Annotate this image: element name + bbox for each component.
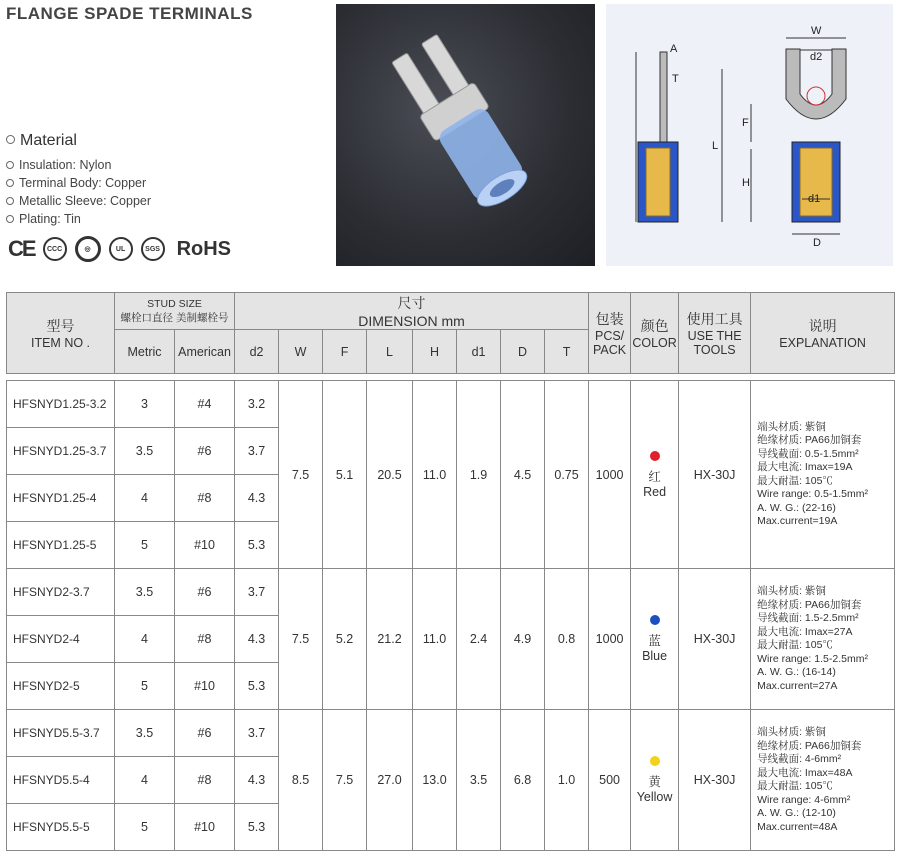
color-cell — [631, 710, 679, 851]
bullet-icon — [6, 161, 14, 169]
bullet-icon — [6, 197, 14, 205]
american-cell: #10 — [175, 804, 235, 851]
color-cell — [631, 381, 679, 569]
dimension-header: 尺寸 DIMENSION mm — [235, 293, 589, 330]
pcs-cell: 1000 — [589, 569, 631, 710]
color-name-cn: 蓝 — [648, 634, 661, 648]
explanation-header: 说明 EXPLANATION — [751, 293, 895, 374]
color-name-en: Blue — [642, 649, 668, 663]
d2-cell: 3.7 — [235, 428, 279, 475]
h-header: H — [413, 330, 457, 374]
explanation-line: Max.current=19A — [757, 515, 838, 527]
d2-cell: 4.3 — [235, 757, 279, 804]
explanation-line: Max.current=48A — [757, 820, 838, 833]
item-no-cell: HFSNYD5.5-4 — [7, 757, 115, 804]
american-cell: #6 — [175, 428, 235, 475]
rohs-logo: RoHS — [176, 237, 232, 260]
material-row: Metallic Sleeve: Copper — [6, 192, 151, 210]
tools-header: 使用工具 USE THE TOOLS — [679, 293, 751, 374]
d2-cell: 5.3 — [235, 522, 279, 569]
bullet-icon — [6, 179, 14, 187]
t-header: T — [545, 330, 589, 374]
table-row — [7, 710, 895, 757]
product-photo — [336, 4, 595, 266]
material-row: Insulation: Nylon — [6, 156, 151, 174]
metric-cell: 3.5 — [115, 569, 175, 616]
explanation-line: Wire range: 1.5-2.5mm² — [757, 652, 868, 665]
d-cell: 6.8 — [501, 710, 545, 851]
explanation-line: 导线截面: 4-6mm² — [757, 753, 842, 765]
d2-cell: 5.3 — [235, 804, 279, 851]
svg-text:A: A — [670, 43, 678, 55]
w-header: W — [279, 330, 323, 374]
american-cell: #10 — [175, 663, 235, 710]
metric-cell: 3.5 — [115, 428, 175, 475]
ccc-icon: CCC — [43, 237, 67, 261]
color-dot-icon — [650, 451, 660, 461]
t-cell: 1.0 — [545, 710, 589, 851]
explanation-cell — [751, 381, 895, 569]
item-no-cell: HFSNYD5.5-3.7 — [7, 710, 115, 757]
explanation-line: 端头材质: 紫铜 — [757, 585, 826, 597]
explanation-line: 端头材质: 紫铜 — [757, 726, 826, 738]
l-header: L — [367, 330, 413, 374]
explanation-line: 导线截面: 0.5-1.5mm² — [757, 447, 859, 460]
explanation-line: 最大耐温: 105℃ — [757, 639, 833, 651]
ce-mark-icon: CE — [8, 236, 35, 261]
d-cell: 4.9 — [501, 569, 545, 710]
explanation-line: 导线截面: 1.5-2.5mm² — [757, 612, 859, 624]
explanation-line: 最大耐温: 105℃ — [757, 474, 833, 487]
t-cell: 0.8 — [545, 569, 589, 710]
table-row — [7, 569, 895, 616]
d1-cell: 3.5 — [457, 710, 501, 851]
metric-cell: 4 — [115, 757, 175, 804]
l-cell: 27.0 — [367, 710, 413, 851]
item-no-cell: HFSNYD2-3.7 — [7, 569, 115, 616]
t-cell: 0.75 — [545, 381, 589, 569]
bullet-icon — [6, 215, 14, 223]
american-cell: #10 — [175, 522, 235, 569]
color-cell — [631, 569, 679, 710]
item-no-cell: HFSNYD1.25-4 — [7, 475, 115, 522]
material-row: Plating: Tin — [6, 210, 151, 228]
l-cell: 21.2 — [367, 569, 413, 710]
explanation-cell — [751, 710, 895, 851]
page-title: FLANGE SPADE TERMINALS — [6, 4, 253, 23]
pcs-cell: 1000 — [589, 381, 631, 569]
svg-text:d1: d1 — [808, 193, 821, 205]
d2-cell: 4.3 — [235, 475, 279, 522]
color-name-en: Red — [643, 484, 667, 499]
ul-cert-icon: UL — [109, 237, 133, 261]
american-header: American — [175, 330, 235, 374]
h-cell: 13.0 — [413, 710, 457, 851]
metric-cell: 5 — [115, 663, 175, 710]
svg-text:W: W — [811, 25, 822, 37]
f-cell: 5.1 — [323, 381, 367, 569]
table-row — [7, 381, 895, 428]
american-cell: #8 — [175, 616, 235, 663]
certification-logos — [8, 236, 231, 262]
american-cell: #6 — [175, 569, 235, 616]
explanation-line: 最大电流: Imax=19A — [757, 461, 853, 473]
item-no-cell: HFSNYD5.5-5 — [7, 804, 115, 851]
d-cell: 4.5 — [501, 381, 545, 569]
item-no-cell: HFSNYD1.25-3.7 — [7, 428, 115, 475]
d2-header: d2 — [235, 330, 279, 374]
spec-table — [6, 292, 895, 851]
svg-text:T: T — [672, 73, 679, 85]
tool-cell: HX-30J — [679, 381, 751, 569]
metric-header: Metric — [115, 330, 175, 374]
color-name-cn: 红 — [648, 469, 661, 484]
d2-cell: 3.7 — [235, 569, 279, 616]
sgs-cert-icon: SGS — [141, 237, 165, 261]
color-header: 颜色 COLOR — [631, 293, 679, 374]
d1-header: d1 — [457, 330, 501, 374]
explanation-line: 端头材质: 紫铜 — [757, 420, 826, 433]
color-name-cn: 黄 — [648, 775, 661, 789]
explanation-line: A. W. G.: (12-10) — [757, 807, 836, 819]
bullet-icon — [6, 135, 15, 144]
metric-cell: 4 — [115, 616, 175, 663]
metric-cell: 5 — [115, 522, 175, 569]
svg-text:L: L — [712, 140, 719, 152]
tool-cell: HX-30J — [679, 710, 751, 851]
f-cell: 7.5 — [323, 710, 367, 851]
d-header: D — [501, 330, 545, 374]
d2-cell: 3.2 — [235, 381, 279, 428]
h-cell: 11.0 — [413, 381, 457, 569]
explanation-line: 绝缘材质: PA66加铜套 — [757, 598, 862, 611]
item-no-header: 型号 ITEM NO . — [7, 293, 115, 374]
american-cell: #4 — [175, 381, 235, 428]
f-cell: 5.2 — [323, 569, 367, 710]
color-name-en: Yellow — [636, 790, 673, 804]
h-cell: 11.0 — [413, 569, 457, 710]
explanation-line: 最大电流: Imax=27A — [757, 625, 853, 638]
d1-cell: 2.4 — [457, 569, 501, 710]
metric-cell: 4 — [115, 475, 175, 522]
d2-cell: 3.7 — [235, 710, 279, 757]
explanation-line: A. W. G.: (22-16) — [757, 501, 836, 514]
w-cell: 7.5 — [279, 569, 323, 710]
material-row: Terminal Body: Copper — [6, 174, 151, 192]
explanation-line: 绝缘材质: PA66加铜套 — [757, 434, 862, 446]
color-dot-icon — [650, 756, 660, 766]
dimension-drawing — [606, 4, 893, 266]
tool-cell: HX-30J — [679, 569, 751, 710]
item-no-cell: HFSNYD1.25-5 — [7, 522, 115, 569]
explanation-cell — [751, 569, 895, 710]
explanation-line: Wire range: 4-6mm² — [757, 793, 851, 806]
svg-text:d2: d2 — [810, 51, 823, 63]
w-cell: 7.5 — [279, 381, 323, 569]
explanation-line: 最大电流: Imax=48A — [757, 766, 853, 779]
item-no-cell: HFSNYD1.25-3.2 — [7, 381, 115, 428]
explanation-line: 绝缘材质: PA66加铜套 — [757, 739, 862, 752]
stud-size-header: STUD SIZE 螺栓口直径 美制螺栓号 — [115, 293, 235, 330]
d1-cell: 1.9 — [457, 381, 501, 569]
explanation-line: Max.current=27A — [757, 679, 838, 692]
explanation-line: Wire range: 0.5-1.5mm² — [757, 488, 868, 500]
american-cell: #8 — [175, 757, 235, 804]
pcs-pack-header: 包装 PCS/ PACK — [589, 293, 631, 374]
material-heading: Material — [6, 132, 151, 150]
explanation-line: A. W. G.: (16-14) — [757, 666, 836, 678]
iso-cert-icon: ◎ — [75, 236, 101, 262]
d2-cell: 5.3 — [235, 663, 279, 710]
explanation-line: 最大耐温: 105℃ — [757, 780, 833, 792]
metric-cell: 3.5 — [115, 710, 175, 757]
american-cell: #8 — [175, 475, 235, 522]
american-cell: #6 — [175, 710, 235, 757]
l-cell: 20.5 — [367, 381, 413, 569]
w-cell: 8.5 — [279, 710, 323, 851]
metric-cell: 5 — [115, 804, 175, 851]
item-no-cell: HFSNYD2-4 — [7, 616, 115, 663]
svg-text:D: D — [813, 237, 821, 249]
color-dot-icon — [650, 615, 660, 625]
d2-cell: 4.3 — [235, 616, 279, 663]
pcs-cell: 500 — [589, 710, 631, 851]
f-header: F — [323, 330, 367, 374]
svg-text:F: F — [742, 117, 749, 129]
material-list — [6, 132, 151, 228]
metric-cell: 3 — [115, 381, 175, 428]
svg-text:H: H — [742, 177, 750, 189]
item-no-cell: HFSNYD2-5 — [7, 663, 115, 710]
